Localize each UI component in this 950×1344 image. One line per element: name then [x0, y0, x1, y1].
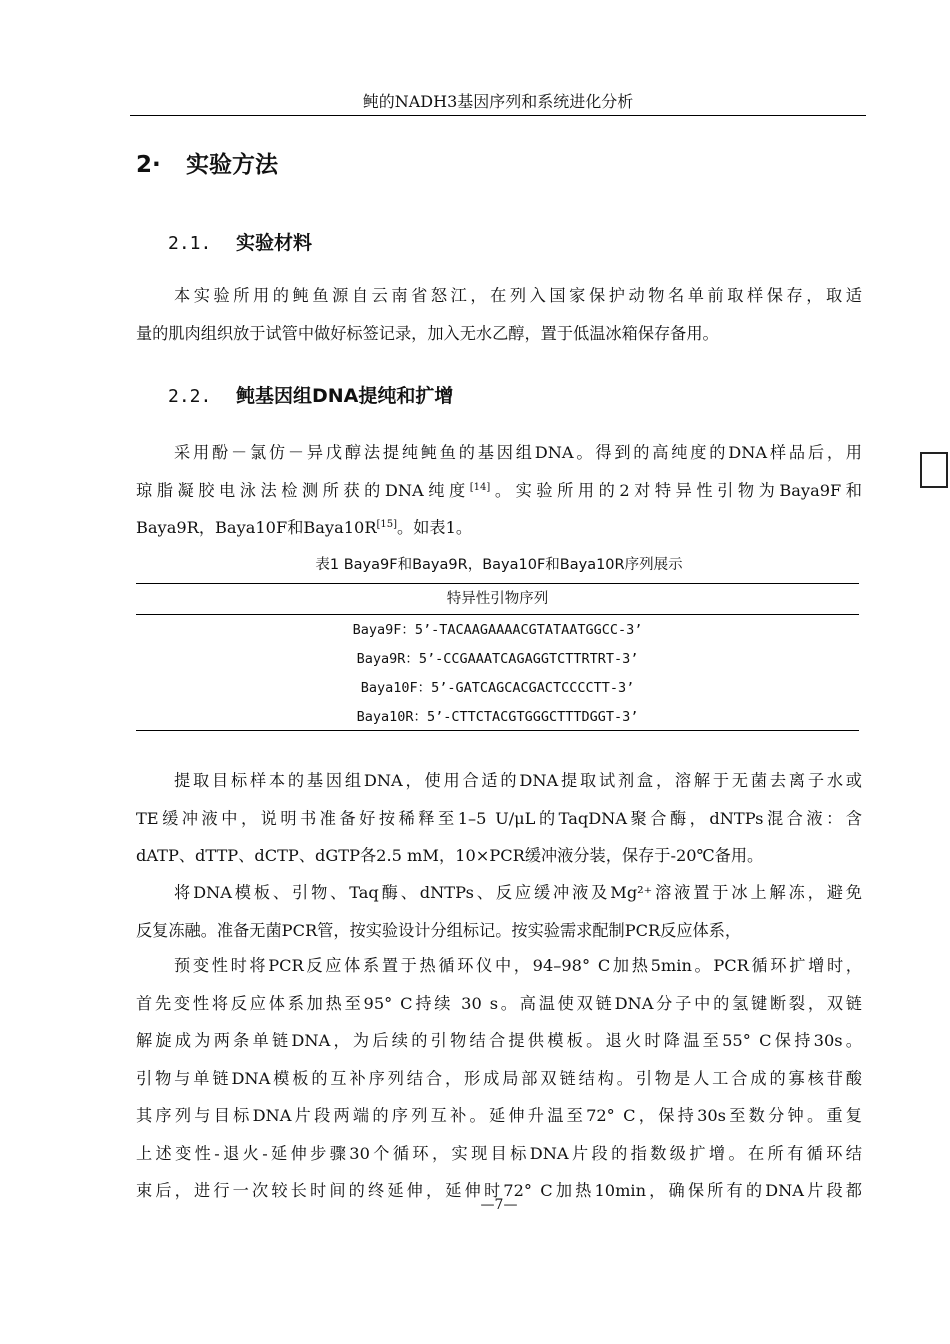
text-line: dATP、dTTP、dCTP、dGTP各2.5 mM，10×PCR缓冲液分装，保存于-20℃备用。	[136, 846, 764, 865]
text-line: 束后，进行一次较长时间的终延伸，延伸时72° C加热10min，确保所有的DNA片段都	[136, 1181, 862, 1200]
subsection-number: 2.1.	[168, 233, 212, 254]
paragraph-materials	[136, 277, 862, 352]
citation-ref: [15]	[376, 519, 398, 530]
text-span: 琼脂凝胶电泳法检测所获的DNA纯度	[136, 480, 470, 500]
table-top-rule	[136, 583, 859, 584]
paragraph-reagents	[136, 762, 862, 875]
text-line: 预变性时将PCR反应体系置于热循环仪中，94–98° C加热5min。PCR循环扩增时，	[174, 956, 862, 975]
paragraph-preparation	[136, 874, 862, 949]
text-line	[136, 472, 862, 510]
section-heading	[136, 146, 278, 179]
text-line: 量的肌肉组织放于试管中做好标签记录，加入无水乙醇，置于低温冰箱保存备用。	[136, 323, 719, 343]
subsection-heading-materials	[168, 228, 312, 255]
subsection-title: 实验材料	[236, 232, 313, 254]
table-header-rule	[136, 614, 859, 615]
text-line: 本实验所用的鲀鱼源自云南省怒江，在列入国家保护动物名单前取样保存，取适	[174, 286, 862, 305]
section-title: 实验方法	[186, 152, 278, 178]
text-line: 其序列与目标DNA片段两端的序列互补。延伸升温至72° C，保持30s至数分钟。重复	[136, 1106, 862, 1125]
margin-box	[920, 452, 948, 488]
paragraph-dna-extraction	[136, 434, 862, 547]
text-line: 将DNA模板、引物、Taq酶、dNTPs、反应缓冲液及Mg²⁺溶液置于冰上解冻，避免	[174, 883, 862, 902]
text-span: 。如表1。	[397, 518, 473, 537]
text-line: 反复冻融。准备无菌PCR管，按实验设计分组标记。按实验需求配制PCR反应体系，	[136, 920, 742, 940]
table-caption: 表1 Baya9F和Baya9R，Baya10F和Baya10R序列展示	[315, 557, 683, 573]
text-line: 上述变性-退火-延伸步骤30个循环，实现目标DNA片段的指数级扩增。在所有循环结	[136, 1143, 862, 1163]
subsection-title: 鲀基因组DNA提纯和扩增	[236, 385, 454, 407]
table-row: Baya10R：5’-CTTCTACGTGGGCTTTDGGT-3’	[356, 709, 639, 725]
text-span: 。实验所用的2对特异性引物为Baya9F和	[490, 480, 862, 500]
text-line: TE缓冲液中，说明书准备好按稀释至1–5 U/μL的TaqDNA聚合酶，dNTPs混合液：含	[136, 808, 862, 828]
running-header: 鲀的NADH3基因序列和系统进化分析	[130, 92, 866, 116]
subsection-number: 2.2.	[168, 386, 212, 407]
text-line: 解旋成为两条单链DNA，为后续的引物结合提供模板。退火时降温至55° C保持30s。	[136, 1031, 862, 1050]
text-line	[136, 509, 862, 547]
table-row: Baya9R：5’-CCGAAATCAGAGGTCTTRTRT-3’	[356, 651, 639, 667]
section-number: 2·	[136, 152, 161, 178]
text-span: Baya9R，Baya10F和Baya10R	[136, 518, 377, 537]
text-line: 引物与单链DNA模板的互补序列结合，形成局部双链结构。引物是人工合成的寡核苷酸	[136, 1068, 862, 1088]
text-line: 提取目标样本的基因组DNA，使用合适的DNA提取试剂盒，溶解于无菌去离子水或	[174, 771, 862, 790]
paragraph-pcr	[136, 947, 862, 1210]
table-bottom-rule	[136, 730, 859, 731]
table-row: Baya10F：5’-GATCAGCACGACTCCCCTT-3’	[360, 680, 635, 696]
table-header: 特异性引物序列	[446, 591, 549, 607]
citation-ref: [14]	[469, 481, 491, 493]
text-line: 首先变性将反应体系加热至95° C持续 30 s。高温使双链DNA分子中的氢键断裂，双链	[136, 993, 862, 1013]
subsection-heading-dna	[168, 381, 453, 408]
page-number: —7—	[480, 1197, 518, 1213]
table-row: Baya9F：5’-TACAAGAAAACGTATAATGGCC-3’	[352, 622, 643, 638]
text-line: 采用酚－氯仿－异戊醇法提纯鲀鱼的基因组DNA。得到的高纯度的DNA样品后，用	[174, 443, 862, 462]
